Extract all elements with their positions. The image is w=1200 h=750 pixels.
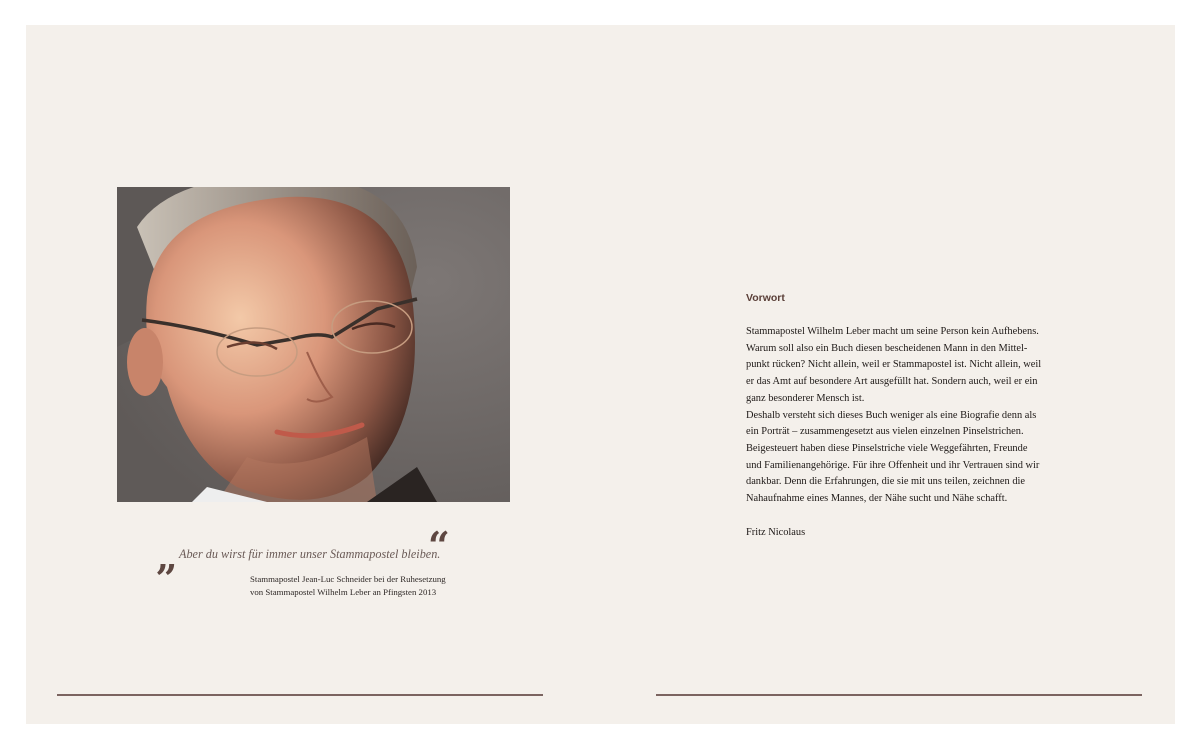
foreword-line: punkt rücken? Nicht allein, weil er Stammapostel ist. Nicht allein, weil: [746, 359, 1042, 371]
quote-attribution-line: Stammapostel Jean-Luc Schneider bei der Ruhesetzung: [250, 574, 446, 584]
foreword-line: Nahaufnahme eines Mannes, der Nähe sucht und Nähe schafft.: [746, 493, 1008, 505]
foreword-line: Stammapostel Wilhelm Leber macht um seine Person kein Aufhebens.: [746, 326, 1039, 337]
quote-text: Aber du wirst für immer unser Stammapostel bleiben.: [179, 547, 441, 561]
foreword-line: ein Porträt – zusammengesetzt aus vielen einzelnen Pinselstrichen.: [746, 426, 1024, 438]
quote-attribution-line: von Stammapostel Wilhelm Leber an Pfingsten 2013: [250, 586, 437, 597]
portrait-image: [117, 187, 510, 502]
foreword-line: dankbar. Denn die Erfahrungen, die sie mit uns teilen, zeichnen die: [746, 476, 1026, 488]
foreword-author: Fritz Nicolaus: [746, 526, 806, 538]
foreword-line: ganz besonderer Mensch ist.: [746, 392, 865, 404]
quote-attribution: [250, 573, 446, 598]
foreword-line: Deshalb versteht sich dieses Buch weniger als eine Biografie denn als: [746, 409, 1037, 421]
closing-quote-mark-icon: “: [428, 523, 450, 568]
foreword-section: [746, 290, 1076, 541]
foreword-line: und Familienangehörige. Für ihre Offenheit und ihr Vertrauen sind wir: [746, 459, 1040, 471]
right-page-footer-rule: [656, 694, 1142, 696]
foreword-line: Warum soll also ein Buch diesen bescheidenen Mann in den Mittel-: [746, 342, 1028, 354]
portrait-photo: [117, 187, 510, 502]
foreword-line: Beigesteuert haben diese Pinselstriche viele Weggefährten, Freunde: [746, 442, 1028, 454]
left-page-footer-rule: [57, 694, 543, 696]
foreword-body: [746, 324, 1076, 508]
opening-quote-mark-icon: „: [156, 534, 178, 579]
foreword-heading: Vorwort: [746, 292, 785, 304]
foreword-line: er das Amt auf besondere Art ausgefüllt hat. Sondern auch, weil er ein: [746, 376, 1038, 388]
